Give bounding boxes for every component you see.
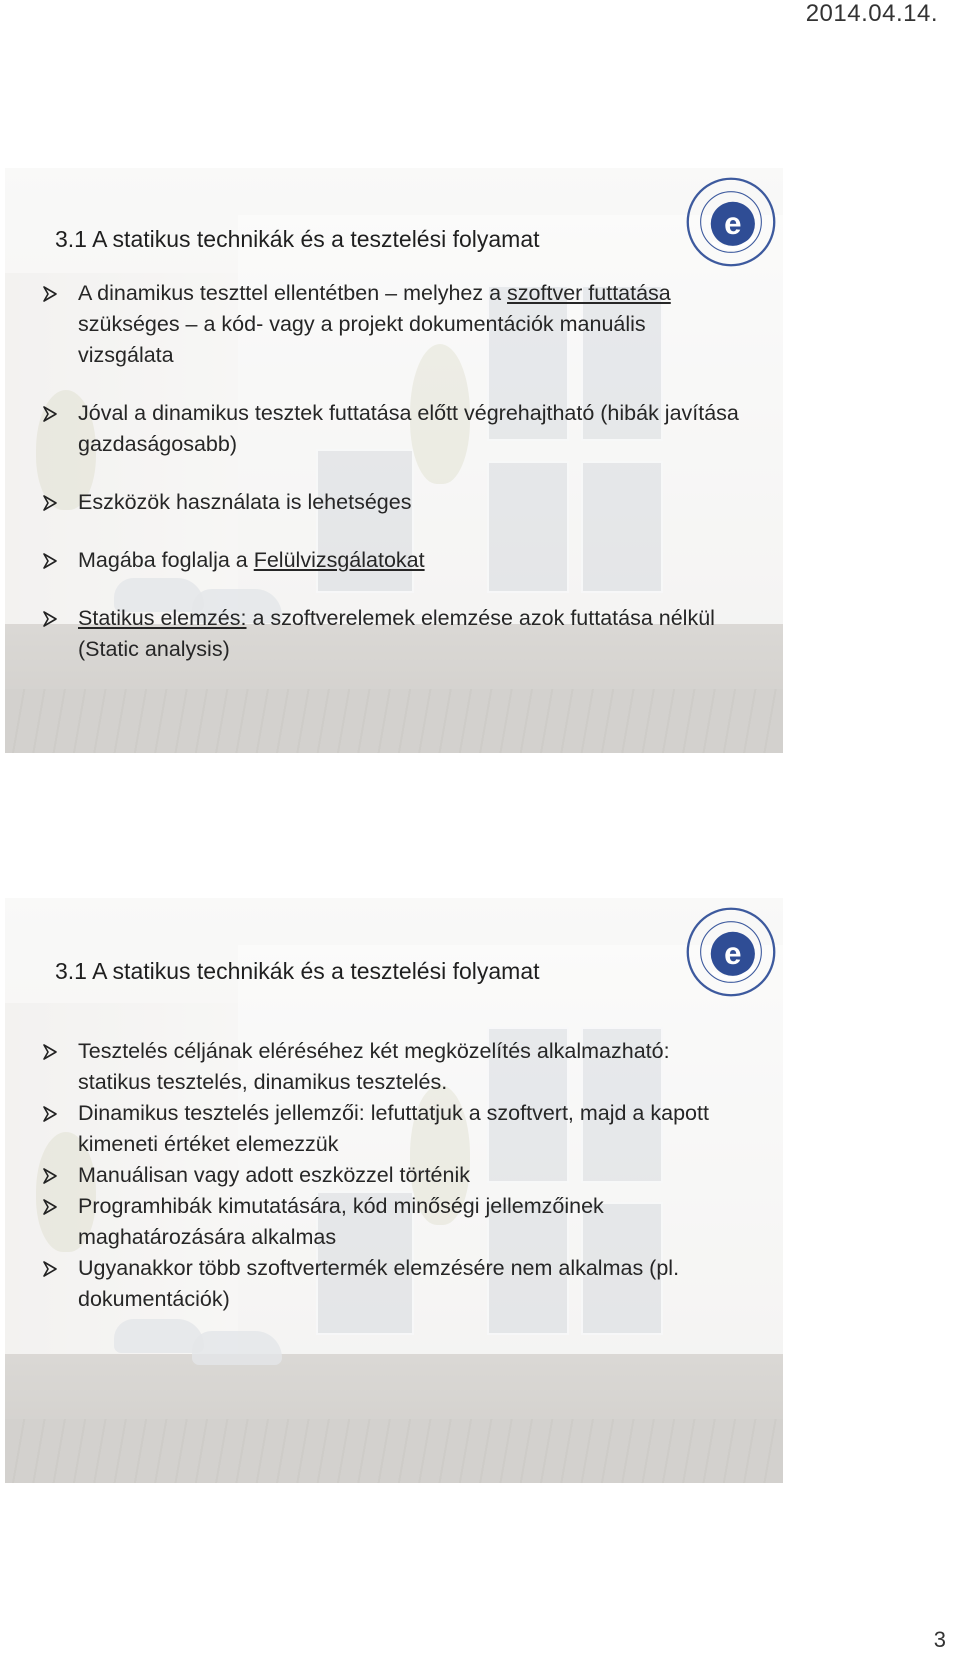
arrow-bullet-icon xyxy=(43,553,57,569)
bullet-item xyxy=(43,1036,743,1098)
university-seal-logo xyxy=(685,176,777,268)
bullet-item xyxy=(43,487,743,518)
bullet-text: Jóval a dinamikus tesztek futtatása előtt végrehajtható (hibák javítása gazdaságosabb) xyxy=(78,401,739,456)
arrow-bullet-icon xyxy=(43,495,57,511)
page-number: 3 xyxy=(933,1627,946,1652)
arrow-bullet-icon xyxy=(43,1199,57,1215)
bullet-text: A dinamikus teszttel ellentétben – melyhez a xyxy=(78,281,508,305)
slide-1 xyxy=(5,168,783,753)
page-date: 2014.04.14. xyxy=(805,0,938,27)
bullet-text: Ugyanakkor több szoftvertermék elemzésére nem alkalmas (pl. dokumentációk) xyxy=(78,1256,680,1311)
underlined-text: Statikus elemzés: xyxy=(78,606,247,630)
bullet-item xyxy=(43,1160,743,1191)
bullet-item xyxy=(43,545,743,576)
bullet-list xyxy=(43,1036,743,1315)
arrow-bullet-icon xyxy=(43,1044,57,1060)
bullet-text: Tesztelés céljának eléréséhez két megközelítés alkalmazható: statikus tesztelés, dinamikus tesztelés. xyxy=(78,1039,670,1094)
svg-text:e: e xyxy=(724,935,742,971)
arrow-bullet-icon xyxy=(43,406,57,422)
underlined-text: Felülvizsgálatokat xyxy=(253,548,425,572)
bullet-text: Manuálisan vagy adott eszközzel történik xyxy=(78,1163,470,1187)
bullet-item xyxy=(43,603,743,665)
arrow-bullet-icon xyxy=(43,286,57,302)
bullet-item xyxy=(43,1253,743,1315)
arrow-bullet-icon xyxy=(43,611,57,627)
slide-title: 3.1 A statikus technikák és a tesztelési folyamat xyxy=(55,958,540,984)
arrow-bullet-icon xyxy=(43,1168,57,1184)
bullet-text: Dinamikus tesztelés jellemzői: lefuttatjuk a szoftvert, majd a kapott kimeneti értéket elemezzük xyxy=(78,1101,709,1156)
svg-text:e: e xyxy=(724,205,742,241)
bullet-item xyxy=(43,1098,743,1160)
arrow-bullet-icon xyxy=(43,1261,57,1277)
bullet-text: a szoftverelemek elemzése azok futtatása nélkül (Static analysis) xyxy=(78,606,715,661)
bullet-item xyxy=(43,1191,743,1253)
bullet-list xyxy=(43,278,743,692)
slide-2 xyxy=(5,898,783,1483)
bullet-text: Magába foglalja a xyxy=(78,548,254,572)
bullet-text: Eszközök használata is lehetséges xyxy=(78,490,412,514)
bullet-item xyxy=(43,278,743,371)
bullet-text: szükséges – a kód- vagy a projekt dokumentációk manuális vizsgálata xyxy=(78,312,646,367)
slide-title: 3.1 A statikus technikák és a tesztelési folyamat xyxy=(55,226,540,252)
arrow-bullet-icon xyxy=(43,1106,57,1122)
underlined-text: szoftver futtatása xyxy=(507,281,671,305)
bullet-item xyxy=(43,398,743,460)
bullet-text: Programhibák kimutatására, kód minőségi jellemzőinek maghatározására alkalmas xyxy=(78,1194,604,1249)
university-seal-logo xyxy=(685,906,777,998)
